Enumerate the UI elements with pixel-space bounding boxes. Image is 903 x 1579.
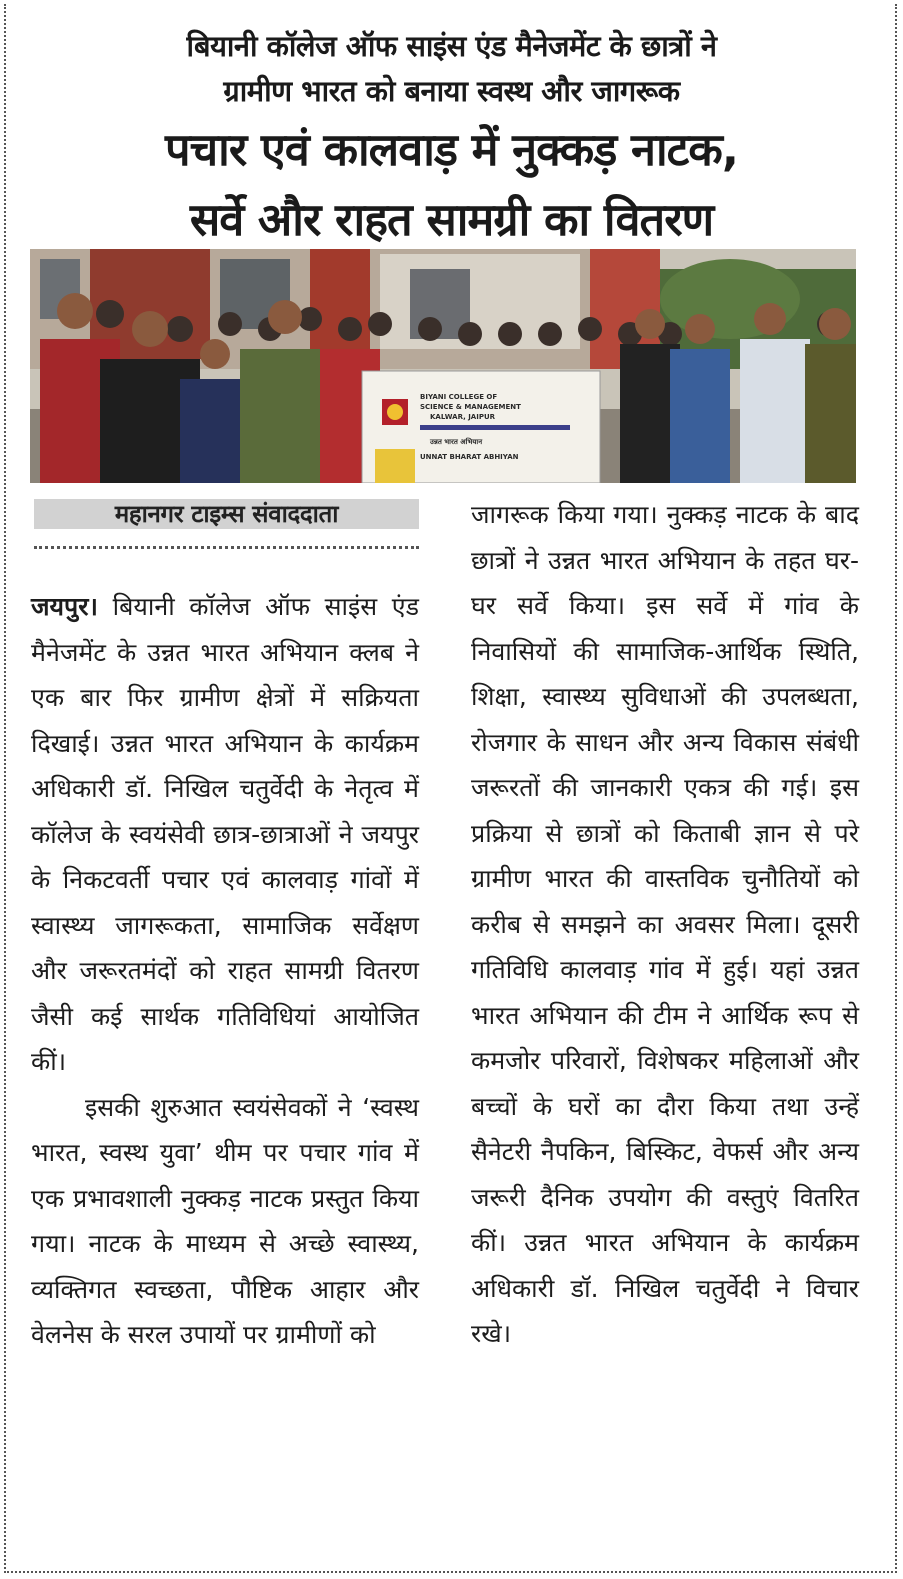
banner-text-4: उन्नत भारत अभियान bbox=[430, 438, 483, 446]
group-photo bbox=[30, 249, 856, 483]
kicker-line-2: ग्रामीण भारत को बनाया स्वस्थ और जागरूक bbox=[223, 74, 680, 108]
headline-line-1: पचार एवं कालवाड़ में नुक्कड़ नाटक, bbox=[165, 123, 738, 176]
article-paragraph-2: इसकी शुरुआत स्वयंसेवकों ने ‘स्वस्थ भारत, स्वस्थ युवा’ थीम पर पचार गांव में एक प्रभावशाली नुक्कड़ नाटक प्रस्तुत किया गया। नाटक के माध्यम से अच्छे स्वास्थ्य, व्यक्तिगत स्वच्छता, पौष्टिक आहार और वेलनेस के सरल उपायों पर ग्रामीणों को bbox=[31, 1092, 419, 1349]
paragraph-1-text: बियानी कॉलेज ऑफ साइंस एंड मैनेजमेंट के उन्नत भारत अभियान क्लब ने एक बार फिर ग्रामीण क्षेत्रों में सक्रियता दिखाई। उन्नत भारत अभियान के कार्यक्रम अधिकारी डॉ. निखिल चतुर्वेदी के नेतृत्व में कॉलेज के स्वयंसेवी छात्र-छात्राओं ने जयपुर के निकटवर्ती पचार एवं कालवाड़ गांवों में स्वास्थ्य जागरूकता, सामाजिक सर्वेक्षण और जरूरतमंदों को राहत सामग्री वितरण जैसी कई सार्थक गतिविधियां आयोजित कीं। bbox=[31, 592, 419, 1076]
byline-divider bbox=[34, 546, 419, 549]
dateline: जयपुर। bbox=[31, 592, 98, 621]
banner-text-1: BIYANI COLLEGE OF bbox=[420, 393, 498, 401]
banner-text-5: UNNAT BHARAT ABHIYAN bbox=[420, 453, 519, 461]
article-column-right bbox=[471, 492, 859, 1357]
headline-line-2: सर्वे और राहत सामग्री का वितरण bbox=[189, 193, 714, 246]
article-paragraph-1 bbox=[31, 584, 419, 1085]
article-column-left bbox=[31, 584, 419, 1358]
kicker-line-1: बियानी कॉलेज ऑफ साइंस एंड मैनेजमेंट के छात्रों ने bbox=[186, 29, 717, 63]
banner-text-2: SCIENCE & MANAGEMENT bbox=[420, 403, 521, 411]
byline: महानगर टाइम्स संवाददाता bbox=[34, 499, 419, 529]
banner-text-3: KALWAR, JAIPUR bbox=[430, 413, 496, 421]
article-paragraph-3: जागरूक किया गया। नुक्कड़ नाटक के बाद छात्रों ने उन्नत भारत अभियान के तहत घर-घर सर्वे किया। इस सर्वे में गांव के निवासियों की सामाजिक-आर्थिक स्थिति, शिक्षा, स्वास्थ्य सुविधाओं की उपलब्धता, रोजगार के साधन और अन्य विकास संबंधी जरूरतों की जानकारी एकत्र की गई। इस प्रक्रिया से छात्रों को किताबी ज्ञान से परे ग्रामीण भारत की वास्तविक चुनौतियों को करीब से समझने का अवसर मिला। दूसरी गतिविधि कालवाड़ गांव में हुई। यहां उन्नत भारत अभियान की टीम ने आर्थिक रूप से कमजोर परिवारों, विशेषकर महिलाओं और बच्चों के घरों का दौरा किया तथा उन्हें सैनेटरी नैपकिन, बिस्किट, वेफर्स और अन्य जरूरी दैनिक उपयोग की वस्तुएं वितरित कीं। उन्नत भारत अभियान के कार्यक्रम अधिकारी डॉ. निखिल चतुर्वेदी ने विचार रखे। bbox=[471, 500, 859, 1348]
